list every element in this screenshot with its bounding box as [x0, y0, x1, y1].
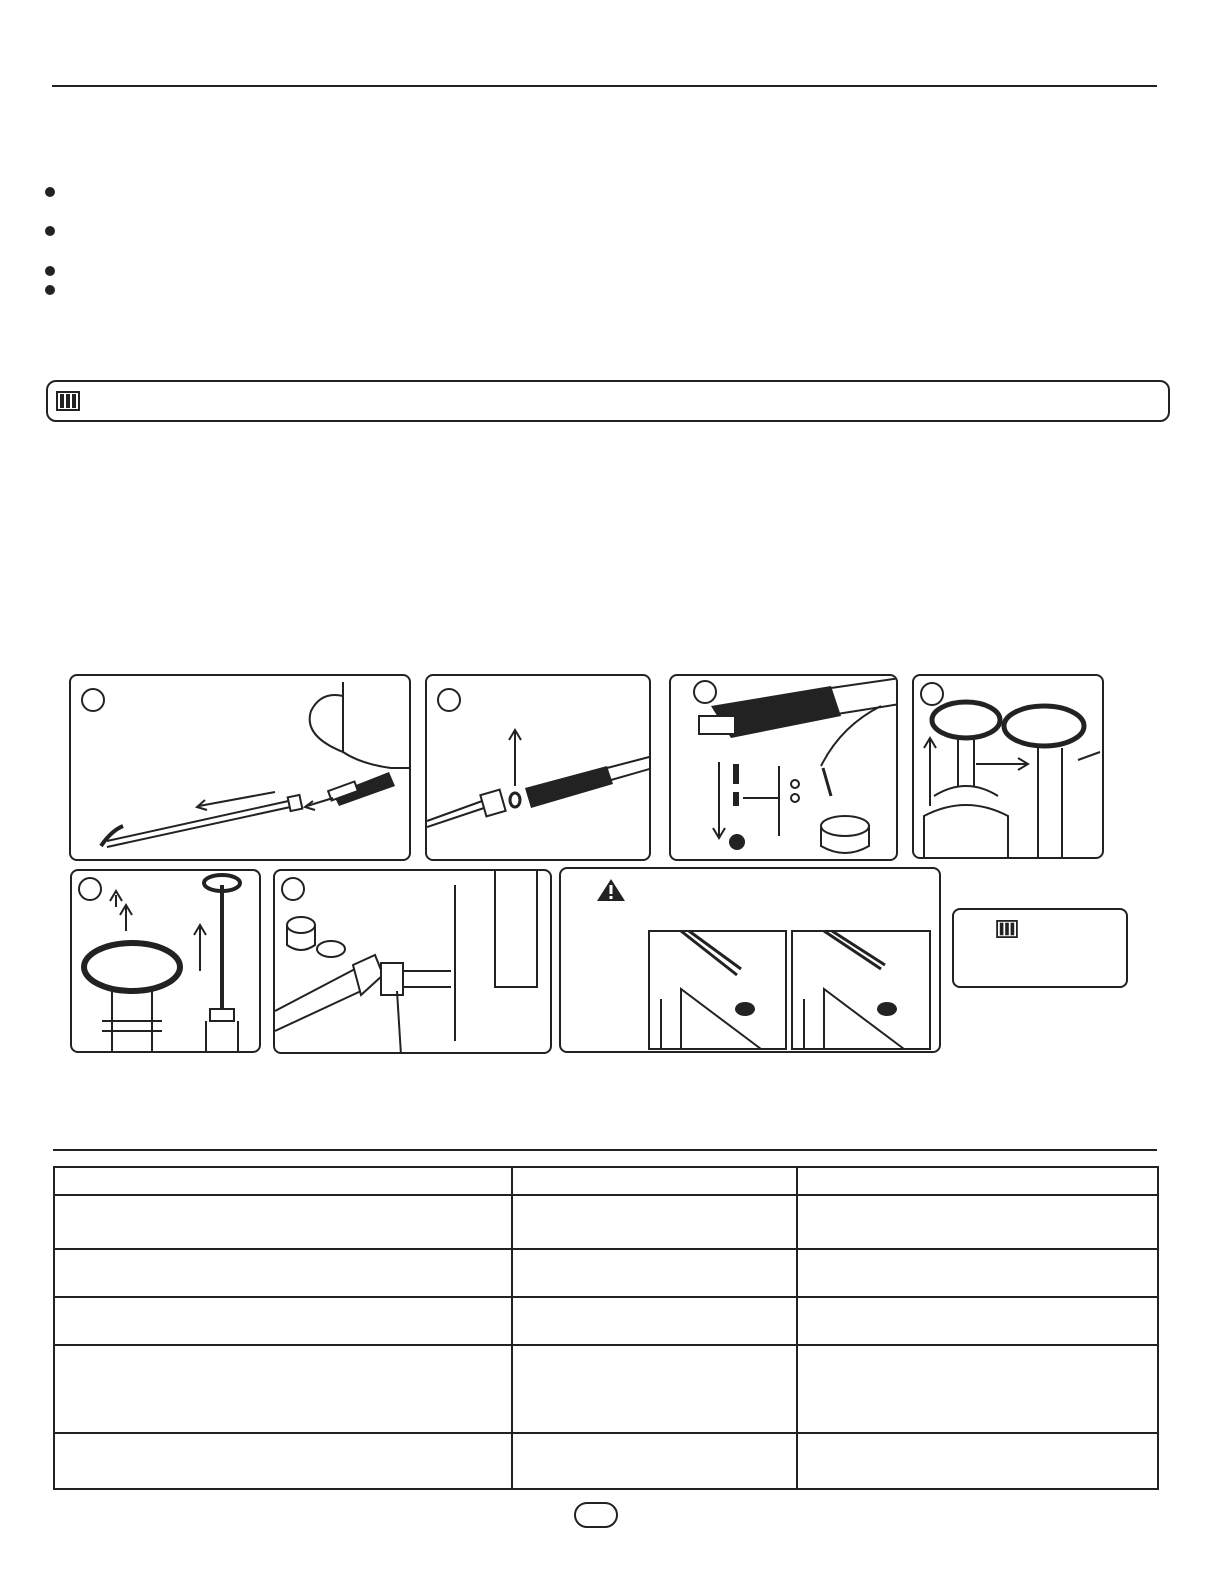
step-number-3 — [693, 680, 717, 704]
lock-off-illustration — [561, 869, 941, 1053]
page-number-badge — [574, 1502, 618, 1528]
step-panel-3 — [669, 674, 898, 861]
bullet-1 — [45, 187, 55, 197]
top-rule — [52, 85, 1157, 87]
table-row — [54, 1249, 1158, 1297]
wand-disassembly-illustration — [71, 676, 411, 861]
pump-handle-illustration — [914, 676, 1104, 859]
step-number-6 — [281, 877, 305, 901]
table-row — [54, 1195, 1158, 1249]
step-number-1 — [81, 688, 105, 712]
table-row — [54, 1297, 1158, 1345]
table-row — [54, 1345, 1158, 1433]
handle-screws-illustration — [72, 871, 261, 1053]
warning-triangle-icon — [597, 879, 625, 901]
table-header-row — [54, 1167, 1158, 1195]
pump-cylinder-illustration — [275, 871, 552, 1054]
bullet-2 — [45, 226, 55, 236]
step-panel-7 — [559, 867, 941, 1053]
bullet-4 — [45, 285, 55, 295]
note-box — [46, 380, 1170, 422]
table-row — [54, 1433, 1158, 1489]
step-panel-6 — [273, 869, 552, 1054]
step-number-2 — [437, 688, 461, 712]
step-panel-2 — [425, 674, 651, 861]
step-panel-5 — [70, 869, 261, 1053]
bullet-3 — [45, 266, 55, 276]
step-number-4 — [920, 682, 944, 706]
troubleshooting-rule — [53, 1149, 1157, 1151]
step-number-5 — [78, 877, 102, 901]
step-panel-1 — [69, 674, 411, 861]
side-note-box — [952, 908, 1128, 988]
seal-removal-illustration — [427, 676, 651, 861]
troubleshooting-table — [53, 1166, 1159, 1490]
manual-book-icon — [56, 391, 80, 411]
step-panel-4 — [912, 674, 1104, 859]
manual-book-icon — [996, 920, 1018, 938]
